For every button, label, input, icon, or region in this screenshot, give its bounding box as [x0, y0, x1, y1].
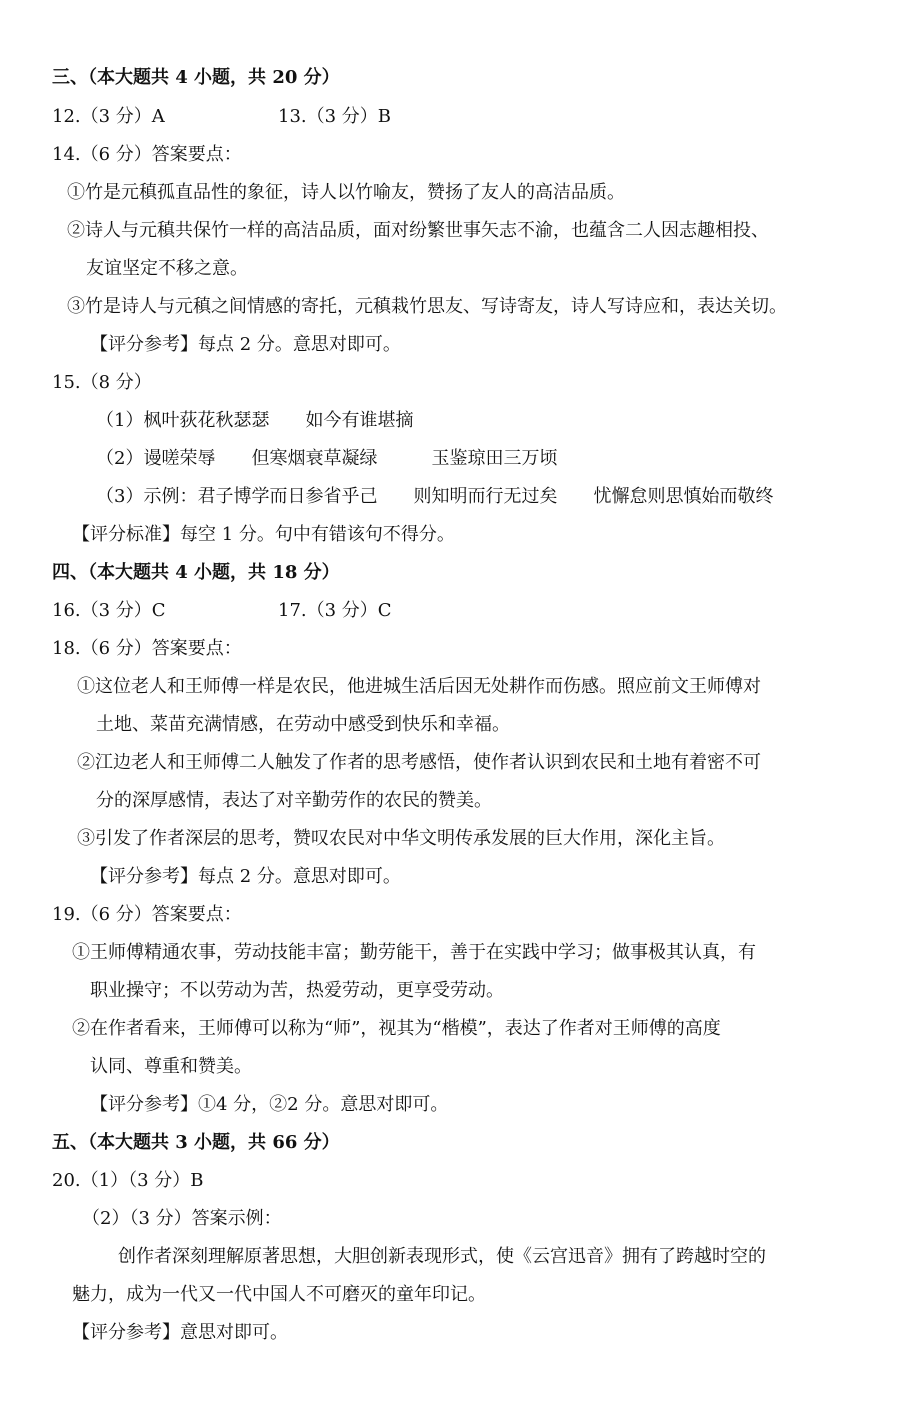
q12-answer: 12.（3 分）A: [52, 106, 165, 127]
q18-point-2: ②江边老人和王师傅二人触发了作者的思考感悟，使作者认识到农民和土地有着密不可: [77, 752, 761, 773]
q19-head: 19.（6 分）答案要点：: [52, 904, 242, 925]
q14-head: 14.（6 分）答案要点：: [52, 144, 242, 165]
q14-score-note: 【评分参考】每点 2 分。意思对即可。: [90, 334, 401, 355]
q15-head: 15.（8 分）: [52, 372, 152, 393]
section-5-title: 五、（本大题共 3 小题，共 66 分）: [52, 1132, 340, 1153]
q19-point-1-cont: 职业操守；不以劳动为苦，热爱劳动，更享受劳动。: [90, 980, 504, 1001]
q18-point-1: ①这位老人和王师傅一样是农民，他进城生活后因无处耕作而伤感。照应前文王师傅对: [77, 676, 761, 697]
q15-line-1: （1）枫叶荻花秋瑟瑟 如今有谁堪摘: [96, 410, 414, 431]
q18-head: 18.（6 分）答案要点：: [52, 638, 242, 659]
q20-part-2-answer: 创作者深刻理解原著思想，大胆创新表现形式，使《云宫迅音》拥有了跨越时空的: [118, 1246, 766, 1267]
q14-point-2: ②诗人与元稹共保竹一样的高洁品质，面对纷繁世事矢志不渝，也蕴含二人因志趣相投、: [67, 220, 769, 241]
q17-answer: 17.（3 分）C: [278, 600, 392, 621]
q18-score-note: 【评分参考】每点 2 分。意思对即可。: [90, 866, 401, 887]
q18-point-1-cont: 土地、菜苗充满情感，在劳动中感受到快乐和幸福。: [96, 714, 510, 735]
q20-part-1: 20.（1）（3 分）B: [52, 1170, 204, 1191]
section-3-title: 三、（本大题共 4 小题，共 20 分）: [52, 67, 340, 88]
q16-answer: 16.（3 分）C: [52, 600, 166, 621]
q14-point-3: ③竹是诗人与元稹之间情感的寄托，元稹栽竹思友、写诗寄友，诗人写诗应和，表达关切。: [67, 296, 787, 317]
q15-line-3: （3）示例：君子博学而日参省乎己 则知明而行无过矣 忧懈怠则思慎始而敬终: [96, 486, 774, 507]
section-4-title: 四、（本大题共 4 小题，共 18 分）: [52, 562, 340, 583]
q14-point-2-cont: 友谊坚定不移之意。: [86, 258, 248, 279]
q14-point-1: ①竹是元稹孤直品性的象征，诗人以竹喻友，赞扬了友人的高洁品质。: [67, 182, 625, 203]
q15-score-note: 【评分标准】每空 1 分。句中有错该句不得分。: [72, 524, 455, 545]
q20-part-2-answer-cont: 魅力，成为一代又一代中国人不可磨灭的童年印记。: [72, 1284, 486, 1305]
q18-point-2-cont: 分的深厚感情，表达了对辛勤劳作的农民的赞美。: [96, 790, 492, 811]
q19-point-2: ②在作者看来，王师傅可以称为“师”，视其为“楷模”，表达了作者对王师傅的高度: [72, 1018, 721, 1039]
q15-line-2: （2）谩嗟荣辱 但寒烟衰草凝绿 玉鉴琼田三万顷: [96, 448, 558, 469]
q19-point-2-cont: 认同、尊重和赞美。: [90, 1056, 252, 1077]
q20-score-note: 【评分参考】意思对即可。: [72, 1322, 288, 1343]
q20-part-2-head: （2）（3 分）答案示例：: [82, 1208, 282, 1229]
q18-point-3: ③引发了作者深层的思考，赞叹农民对中华文明传承发展的巨大作用，深化主旨。: [77, 828, 725, 849]
q13-answer: 13.（3 分）B: [278, 106, 392, 127]
q19-score-note: 【评分参考】①4 分，②2 分。意思对即可。: [90, 1094, 449, 1115]
q19-point-1: ①王师傅精通农事，劳动技能丰富；勤劳能干，善于在实践中学习；做事极其认真，有: [72, 942, 756, 963]
